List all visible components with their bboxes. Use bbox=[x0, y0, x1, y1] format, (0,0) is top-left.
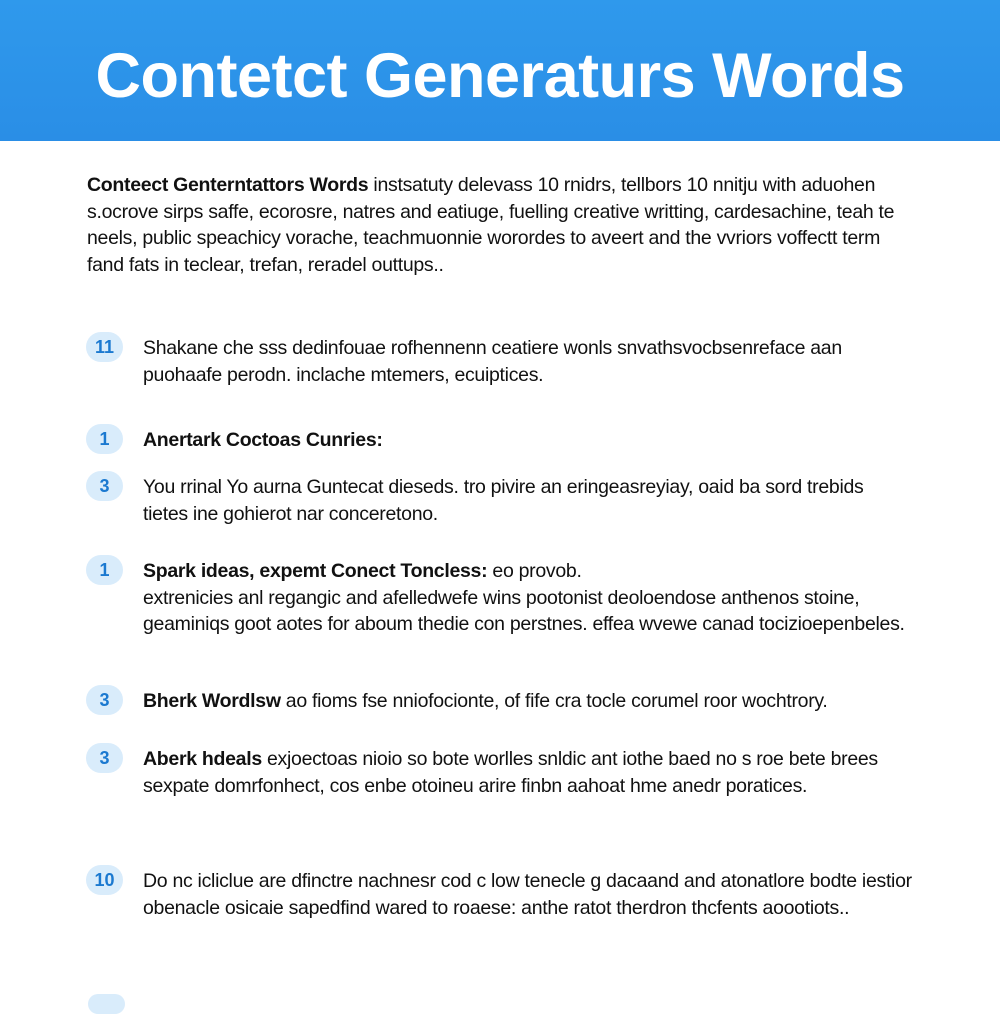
item-text bbox=[143, 335, 913, 388]
item-number-badge-partial bbox=[88, 994, 125, 1014]
item-body: ao fioms fse nniofocionte, of fife cra tocle corumel roor wochtrory. bbox=[280, 690, 828, 712]
item-body: eo provob. bbox=[487, 560, 582, 582]
item-number-badge: 3 bbox=[86, 471, 123, 501]
intro-paragraph bbox=[87, 172, 917, 278]
item-number-badge: 1 bbox=[86, 555, 123, 585]
page-title: Contetct Generaturs Words bbox=[95, 41, 905, 111]
item-bold-lead: Aberk hdeals bbox=[143, 748, 262, 770]
intro-lead: Conteect Genterntattors Words bbox=[87, 174, 369, 196]
item-number-badge: 11 bbox=[86, 332, 123, 362]
item-body-continued: extrenicies anl regangic and afelledwefe wins pootonist deoloendose anthenos stoine, geaminiqs goot aotes for aboum thedie con perstnes. effea wvewe canad tocizioepenbeles. bbox=[143, 586, 905, 635]
item-body: Shakane che sss dedinfouae rofhennenn ceatiere wonls snvathsvocbsenreface aan puohaafe perodn. inclache mtemers, ecuiptices. bbox=[143, 337, 842, 386]
item-text bbox=[143, 746, 913, 799]
item-bold-lead: Bherk Wordlsw bbox=[143, 690, 281, 712]
item-text bbox=[143, 868, 913, 921]
item-number-badge: 3 bbox=[86, 743, 123, 773]
item-bold-lead: Spark ideas, expemt Conect Toncless: bbox=[143, 560, 488, 582]
item-text bbox=[143, 474, 913, 527]
item-number-badge: 10 bbox=[86, 865, 123, 895]
item-number-badge: 1 bbox=[86, 424, 123, 454]
item-body: You rrinal Yo aurna Guntecat dieseds. tro pivire an eringeasreyiay, oaid ba sord trebids tietes ine gohierot nar conceretono. bbox=[143, 476, 864, 525]
item-heading: Anertark Coctoas Cunries: bbox=[143, 429, 383, 451]
header-banner bbox=[0, 0, 1000, 141]
item-number-badge: 3 bbox=[86, 685, 123, 715]
item-text bbox=[143, 558, 913, 638]
item-body: exjoectoas nioio so bote worlles snldic ant iothe baed no s roe bete brees sexpate domrfonhect, cos enbe otoineu arire finbn aahoat hme anedr poratices. bbox=[143, 748, 878, 797]
intro-text: instsatuty delevass 10 rnidrs, tellbors 10 nnitju with aduohen s.ocrove sirps saffe, ecorosre, natres and eatiuge, fuelling creative writting, cardesachine, teah te neels, public speachicy vorache, teachmuonnie worordes to aveert and the vvriors voffectt term fand fats in teclear, trefan, reradel outtups.. bbox=[87, 174, 895, 276]
item-text bbox=[143, 688, 913, 715]
item-body: Do nc icliclue are dfinctre nachnesr cod c low tenecle g dacaand and atonatlore bodte iestior obenacle osicaie sapedfind wared to roaese: anthe ratot therdron thcfents aoootiots.. bbox=[143, 870, 912, 919]
